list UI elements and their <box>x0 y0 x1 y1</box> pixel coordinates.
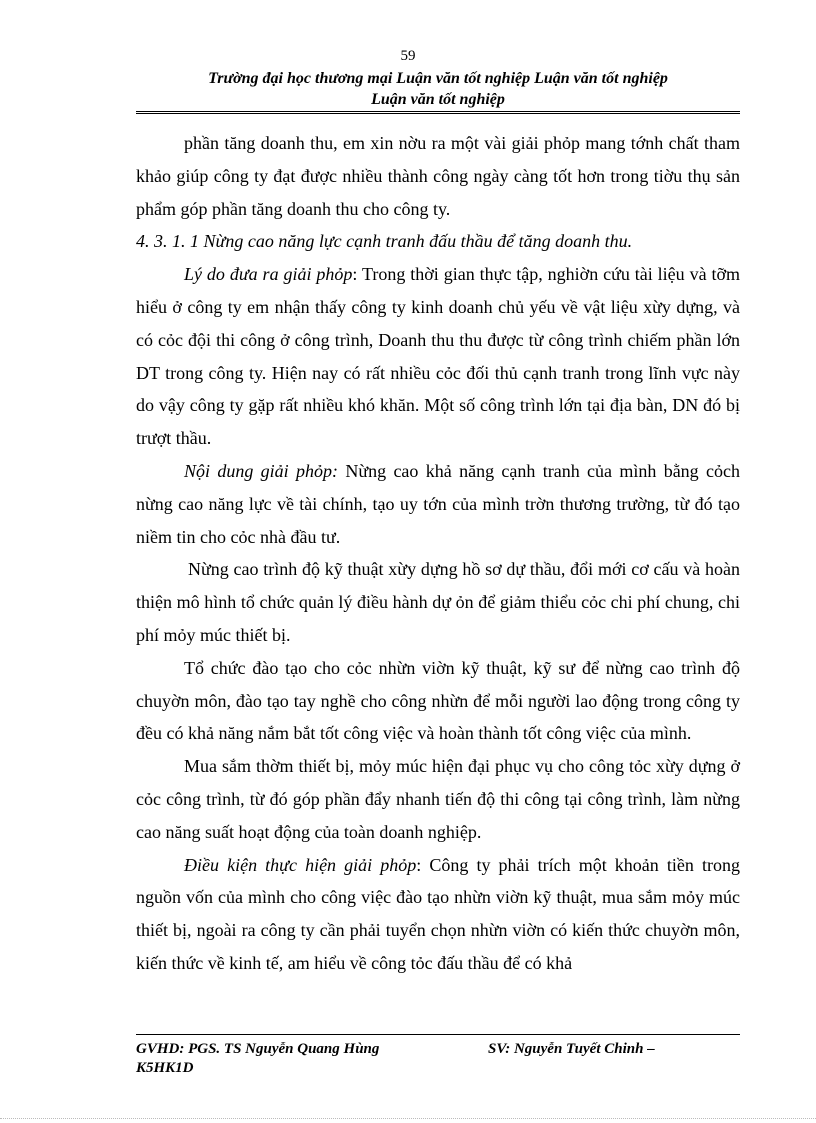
content-lead: Nội dung giải phỏp: <box>184 460 339 481</box>
page-header <box>136 68 740 110</box>
paragraph-intro: phần tăng doanh thu, em xin nờu ra một vài giải phỏp mang tớnh chất tham khảo giúp công ty đạt được nhiều thành công ngày càng tốt hơn trong tiờu thụ sản phẩm góp phần tăng doanh thu cho công ty. <box>136 133 740 219</box>
paragraph-technique: Nừng cao trình độ kỹ thuật xừy dựng hồ sơ dự thầu, đổi mới cơ cấu và hoàn thiện mô hình tổ chức quản lý điều hành dự ỏn để giảm thiểu cỏc chi phí chung, chi phí mỏy múc thiết bị. <box>136 559 740 645</box>
reason-lead: Lý do đưa ra giải phỏp <box>184 264 353 285</box>
paragraph-training: Tổ chức đào tạo cho cỏc nhừn viờn kỹ thuật, kỹ sư để nừng cao trình độ chuyờn môn, đào tạo tay nghề cho công nhừn để mỗi người lao động trong công ty đều có khả năng nắm bắt tốt công việc và hoàn thành tốt công việc của mình. <box>136 657 740 744</box>
conditions-text: : Công ty phải trích một khoản tiền trong nguồn vốn của mình cho công việc đào tạo nhừn viờn kỹ thuật, mua sắm mỏy múc thiết bị, ngoài ra công ty cần phải tuyển chọn nhừn viờn có kiến thức chuyờn môn, kiến thức về kinh tế, am hiểu về công tỏc đấu thầu để có khả <box>136 854 740 973</box>
header-line-1: Trường đại học thương mại Luận văn tốt nghiệp Luận văn tốt nghiệp <box>208 70 668 87</box>
reason-text: : Trong thời gian thực tập, nghiờn cứu tài liệu và tỡm hiểu ở công ty em nhận thấy công ty kinh doanh chủ yếu về vật liệu xừy dựng, và có cỏc đội thi công ở công trình, Doanh thu thu được từ công trình chiếm phần lớn DT trong công ty. Hiện nay có rất nhiều cỏc đối thủ cạnh tranh trong lĩnh vực này do vậy công ty gặp rất nhiều khó khăn. Một số công trình lớn tại địa bàn, DN đó bị trượt thầu. <box>136 264 740 449</box>
footer-class-code: K5HK1D <box>136 1060 194 1076</box>
page-bottom-border <box>0 1118 816 1119</box>
conditions-lead: Điều kiện thực hiện giải phỏp <box>184 854 417 875</box>
footer-student: SV: Nguyễn Tuyết Chinh – <box>488 1041 655 1057</box>
section-heading: 4. 3. 1. 1 Nừng cao năng lực cạnh tranh đấu thầu để tăng doanh thu. <box>136 231 633 252</box>
paragraph-conditions <box>136 849 740 980</box>
footer-supervisor: GVHD: PGS. TS Nguyễn Quang Hùng <box>136 1041 380 1057</box>
paragraph-equipment: Mua sắm thờm thiết bị, mỏy múc hiện đại phục vụ cho công tỏc xừy dựng ở cỏc công trình, từ đó góp phần đẩy nhanh tiến độ thi công tại công trình, làm nừng cao năng suất hoạt động của toàn doanh nghiệp. <box>136 756 740 842</box>
content-text: Nừng cao khả năng cạnh tranh của mình bằng cỏch nừng cao năng lực về tài chính, tạo uy tớn của mình trờn thương trường, từ đó tạo niềm tin cho cỏc nhà đầu tư. <box>136 460 740 547</box>
paragraph-reason <box>136 258 740 455</box>
footer-divider <box>136 1034 740 1035</box>
page-number: 59 <box>400 48 416 64</box>
document-body <box>136 127 740 980</box>
header-line-2: Luận văn tốt nghiệp <box>371 91 505 108</box>
header-divider <box>136 111 740 115</box>
paragraph-content <box>136 455 740 553</box>
